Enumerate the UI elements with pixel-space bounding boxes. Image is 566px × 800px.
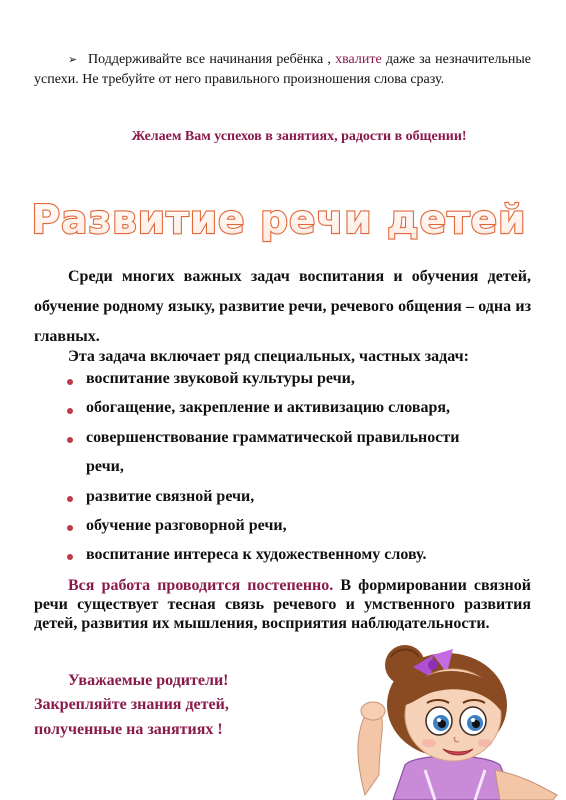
- task-item-continuation: речи,: [86, 458, 124, 475]
- bullet-dot-icon: [67, 379, 73, 385]
- task-item: совершенствование грамматической правильности: [86, 429, 460, 446]
- bullet-dot-icon: [67, 554, 73, 560]
- tip-text-part1: Поддерживайте все начинания ребёнка ,: [88, 52, 336, 67]
- appeal-line-1: Уважаемые родители!: [68, 672, 229, 689]
- page-title: [0, 192, 566, 244]
- arrow-bullet-icon: ➢: [68, 54, 78, 66]
- work-paragraph: [34, 576, 531, 633]
- appeal-line-2: Закрепляйте знания детей,: [34, 696, 229, 713]
- bullet-dot-icon: [67, 525, 73, 531]
- wish-line: Желаем Вам успехов в занятиях, радости в общении!: [131, 129, 467, 144]
- page-title-text: Развитие речи детей: [31, 198, 527, 243]
- bullet-dot-icon: [67, 408, 73, 414]
- tasks-heading: Эта задача включает ряд специальных, частных задач:: [68, 348, 469, 365]
- cartoon-girl-icon: [335, 645, 566, 800]
- intro-paragraph: [34, 262, 531, 352]
- work-text: В формировании связной речи существует тесная связь речевого и умственного развития детей, развития их мышления, восприятия наблюдательности.: [34, 577, 531, 632]
- appeal-line-3: полученные на занятиях !: [34, 721, 223, 738]
- intro-text: Среди многих важных задач воспитания и обучения детей, обучение родному языку, развитие речи, речевого общения – одна из главных.: [34, 268, 531, 345]
- task-item: обогащение, закрепление и активизацию словаря,: [86, 399, 451, 416]
- bullet-dot-icon: [67, 437, 73, 443]
- work-highlight: Вся работа проводится постепенно.: [68, 577, 334, 594]
- task-item: обучение разговорной речи,: [86, 517, 287, 534]
- task-item: воспитание звуковой культуры речи,: [86, 370, 355, 387]
- tip-paragraph: [34, 50, 531, 89]
- tip-text-part2: даже за незначительные успехи. Не требуйте от него правильного произношения слова сразу.: [34, 52, 532, 87]
- bullet-dot-icon: [67, 496, 73, 502]
- task-item: воспитание интереса к художественному слову.: [86, 546, 427, 563]
- task-item: развитие связной речи,: [86, 488, 255, 505]
- tip-highlight: хвалите: [335, 52, 382, 67]
